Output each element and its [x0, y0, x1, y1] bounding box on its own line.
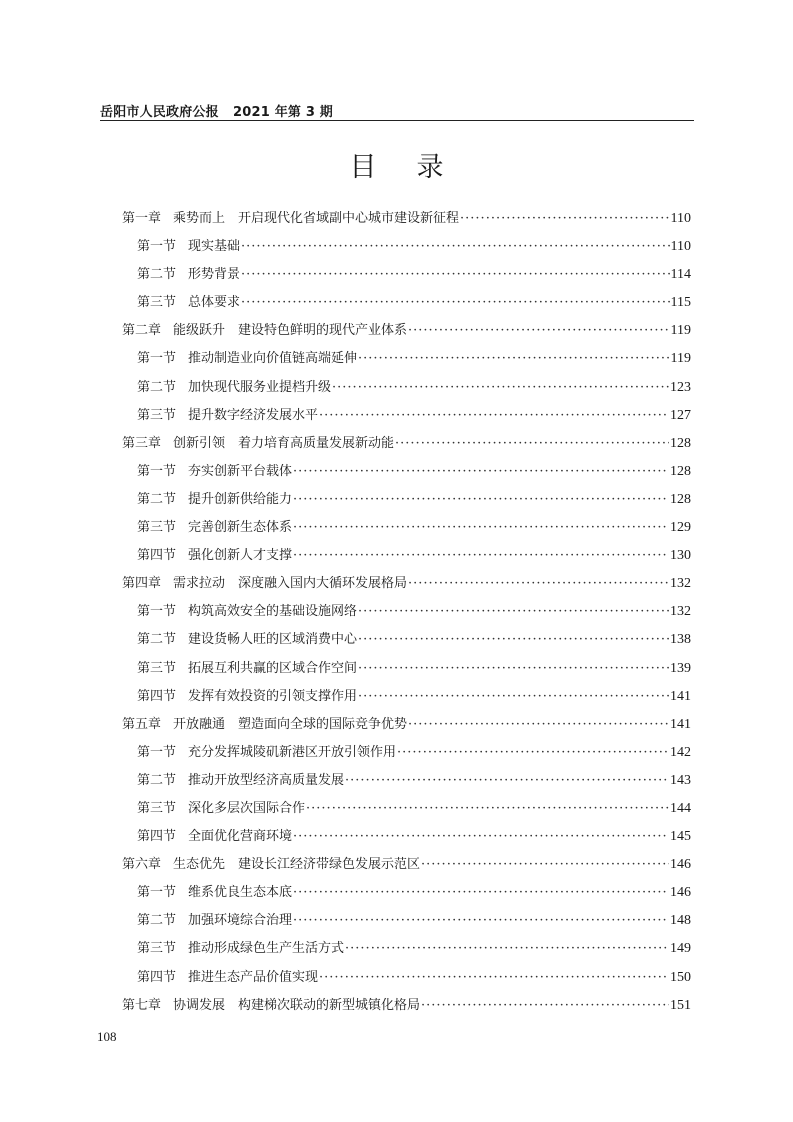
entry-title: 深化多层次国际合作 [188, 800, 306, 816]
entry-label: 第三节 [137, 660, 177, 676]
entry-title: 推动开放型经济高质量发展 [188, 772, 345, 788]
entry-page: 145 [670, 829, 691, 845]
entry-label: 第四节 [137, 829, 177, 845]
dot-leader [358, 629, 669, 651]
title-char: 目 [349, 152, 377, 183]
journal-name: 岳阳市人民政府公报 [100, 105, 219, 120]
toc-section-entry[interactable] [122, 545, 691, 573]
entry-page: 141 [670, 716, 691, 732]
toc-chapter-entry[interactable] [122, 714, 691, 742]
entry-page: 132 [670, 604, 691, 620]
entry-page: 146 [670, 857, 691, 873]
entry-label: 第一节 [137, 463, 177, 479]
entry-title: 生态优先 建设长江经济带绿色发展示范区 [173, 857, 421, 873]
toc-chapter-entry[interactable] [122, 995, 691, 1023]
entry-label: 第四节 [137, 969, 177, 985]
page-number: 108 [97, 1029, 117, 1044]
entry-label: 第一节 [137, 239, 177, 255]
entry-page: 128 [670, 435, 691, 451]
dot-leader [293, 882, 669, 904]
entry-title: 全面优化营商环境 [188, 829, 293, 845]
toc-chapter-entry[interactable] [122, 573, 691, 601]
entry-page: 115 [670, 295, 691, 311]
toc-section-entry[interactable] [122, 938, 691, 966]
entry-page: 146 [670, 885, 691, 901]
issue-number: 2021 年第 3 期 [233, 105, 334, 120]
dot-leader [408, 320, 669, 342]
entry-title: 推进生态产品价值实现 [188, 969, 319, 985]
entry-title: 开放融通 塑造面向全球的国际竞争优势 [173, 716, 408, 732]
entry-label: 第一节 [137, 744, 177, 760]
entry-label: 第三节 [137, 941, 177, 957]
dot-leader [358, 601, 669, 623]
toc-section-entry[interactable] [122, 882, 691, 910]
entry-label: 第二节 [137, 913, 177, 929]
entry-title: 充分发挥城陵矶新港区开放引领作用 [188, 744, 397, 760]
entry-page: 129 [670, 520, 691, 536]
dot-leader [408, 573, 669, 595]
entry-page: 110 [670, 211, 691, 226]
dot-leader [293, 826, 669, 848]
toc-section-entry[interactable] [122, 770, 691, 798]
toc-section-entry[interactable] [122, 601, 691, 629]
entry-title: 推动形成绿色生产生活方式 [188, 941, 345, 957]
toc-section-entry[interactable] [122, 264, 691, 292]
entry-page: 139 [670, 660, 691, 676]
toc-section-entry[interactable] [122, 967, 691, 995]
toc-section-entry[interactable] [122, 742, 691, 770]
entry-page: 119 [670, 323, 691, 339]
entry-page: 148 [670, 913, 691, 929]
entry-page: 151 [670, 997, 691, 1013]
dot-leader [319, 967, 669, 989]
entry-page: 110 [670, 239, 691, 255]
dot-leader [460, 208, 669, 230]
entry-label: 第三节 [137, 520, 177, 536]
dot-leader [241, 292, 669, 314]
entry-page: 143 [670, 772, 691, 788]
entry-label: 第一节 [137, 604, 177, 620]
entry-title: 加强环境综合治理 [188, 913, 293, 929]
toc-section-entry[interactable] [122, 348, 691, 376]
running-header [100, 101, 693, 120]
entry-page: 119 [670, 351, 691, 367]
entry-title: 建设货畅人旺的区域消费中心 [188, 632, 358, 648]
entry-page: 142 [670, 744, 691, 760]
entry-title: 乘势而上 开启现代化省域副中心城市建设新征程 [173, 211, 460, 226]
toc-section-entry[interactable] [122, 658, 691, 686]
dot-leader [293, 910, 669, 932]
entry-page: 130 [670, 548, 691, 564]
entry-page: 141 [670, 688, 691, 704]
entry-title: 维系优良生态本底 [188, 885, 293, 901]
toc-section-entry[interactable] [122, 686, 691, 714]
entry-label: 第七章 [122, 997, 162, 1013]
dot-leader [408, 714, 669, 736]
title-char: 录 [416, 152, 444, 183]
entry-page: 132 [670, 576, 691, 592]
page-title [0, 145, 793, 184]
entry-page: 149 [670, 941, 691, 957]
toc-chapter-entry[interactable] [122, 320, 691, 348]
dot-leader [241, 236, 669, 258]
entry-label: 第一节 [137, 351, 177, 367]
entry-label: 第二节 [137, 267, 177, 283]
entry-label: 第四节 [137, 548, 177, 564]
table-of-contents [122, 208, 691, 1023]
dot-leader [293, 545, 669, 567]
dot-leader [358, 686, 669, 708]
entry-label: 第二节 [137, 379, 177, 395]
entry-label: 第三节 [137, 800, 177, 816]
toc-section-entry[interactable] [122, 826, 691, 854]
entry-title: 推动制造业向价值链高端延伸 [188, 351, 358, 367]
entry-page: 128 [670, 463, 691, 479]
toc-section-entry[interactable] [122, 489, 691, 517]
dot-leader [395, 433, 669, 455]
entry-label: 第二章 [122, 323, 162, 339]
toc-section-entry[interactable] [122, 798, 691, 826]
entry-label: 第二节 [137, 632, 177, 648]
entry-title: 能级跃升 建设特色鲜明的现代产业体系 [173, 323, 408, 339]
entry-label: 第四节 [137, 688, 177, 704]
toc-section-entry[interactable] [122, 461, 691, 489]
dot-leader [241, 264, 669, 286]
dot-leader [345, 770, 669, 792]
dot-leader [306, 798, 669, 820]
dot-leader [319, 405, 669, 427]
dot-leader [358, 658, 669, 680]
entry-label: 第四章 [122, 576, 162, 592]
dot-leader [421, 995, 669, 1017]
entry-title: 提升创新供给能力 [188, 491, 293, 507]
dot-leader [345, 938, 669, 960]
entry-page: 150 [670, 969, 691, 985]
dot-leader [358, 348, 669, 370]
entry-page: 144 [670, 800, 691, 816]
entry-page: 138 [670, 632, 691, 648]
toc-section-entry[interactable] [122, 405, 691, 433]
entry-title: 夯实创新平台载体 [188, 463, 293, 479]
header-rule [100, 120, 694, 121]
toc-section-entry[interactable] [122, 629, 691, 657]
entry-title: 现实基础 [188, 239, 241, 255]
entry-label: 第五章 [122, 716, 162, 732]
entry-label: 第三节 [137, 295, 177, 311]
toc-section-entry[interactable] [122, 292, 691, 320]
dot-leader [293, 461, 669, 483]
entry-page: 127 [670, 407, 691, 423]
toc-section-entry[interactable] [122, 517, 691, 545]
entry-label: 第三章 [122, 435, 162, 451]
entry-title: 提升数字经济发展水平 [188, 407, 319, 423]
toc-section-entry[interactable] [122, 377, 691, 405]
entry-label: 第二节 [137, 772, 177, 788]
dot-leader [421, 854, 669, 876]
entry-title: 构筑高效安全的基础设施网络 [188, 604, 358, 620]
entry-title: 协调发展 构建梯次联动的新型城镇化格局 [173, 997, 421, 1013]
entry-title: 强化创新人才支撑 [188, 548, 293, 564]
entry-title: 形势背景 [188, 267, 241, 283]
dot-leader [293, 517, 669, 539]
entry-title: 完善创新生态体系 [188, 520, 293, 536]
entry-page: 114 [670, 267, 691, 283]
entry-title: 加快现代服务业提档升级 [188, 379, 332, 395]
entry-label: 第二节 [137, 491, 177, 507]
toc-section-entry[interactable] [122, 236, 691, 264]
entry-title: 发挥有效投资的引领支撑作用 [188, 688, 358, 704]
dot-leader [293, 489, 669, 511]
entry-title: 总体要求 [188, 295, 241, 311]
dot-leader [332, 377, 669, 399]
entry-label: 第三节 [137, 407, 177, 423]
entry-page: 128 [670, 491, 691, 507]
entry-title: 拓展互利共赢的区域合作空间 [188, 660, 358, 676]
toc-chapter-entry[interactable] [122, 208, 691, 236]
toc-section-entry[interactable] [122, 910, 691, 938]
entry-label: 第一节 [137, 885, 177, 901]
entry-title: 需求拉动 深度融入国内大循环发展格局 [173, 576, 408, 592]
entry-label: 第一章 [122, 211, 162, 226]
toc-chapter-entry[interactable] [122, 854, 691, 882]
dot-leader [397, 742, 669, 764]
entry-page: 123 [670, 379, 691, 395]
toc-chapter-entry[interactable] [122, 433, 691, 461]
entry-label: 第六章 [122, 857, 162, 873]
entry-title: 创新引领 着力培育高质量发展新动能 [173, 435, 395, 451]
